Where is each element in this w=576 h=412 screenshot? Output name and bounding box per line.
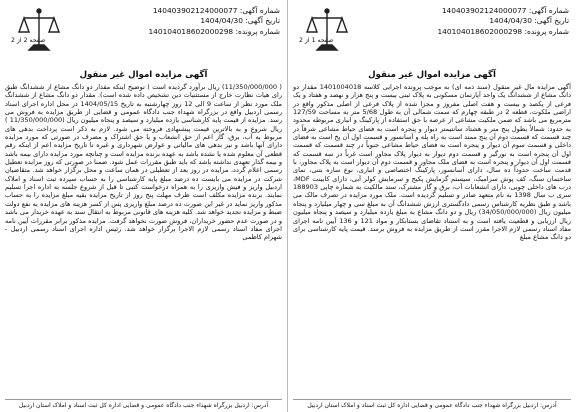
notice-metadata (148, 6, 280, 37)
page-number: صفحه 1 از 2 (299, 37, 334, 44)
case-number-value: 140104018602000298 (148, 26, 234, 36)
justice-emblem-icon (17, 6, 61, 54)
notice-body: ( 11/350/000/000) ریال برآورد گردیده است ( توضیح اینکه مقدار دو دانگ مشاع از ششدانگ طبق رای هیات نظارت خارج از مستثنیات دین تشخیص داده شده است). مقدار دو دانگ مشاع از ششدانگ ملک مورد نظر از ساعت 9 الی 12 روز چهارشنبه به تاریخ 1404/05/15 در محل اداره اجرای اسناد رسمی اردبیل واقع در بزرگراه شهداء جنب دادگاه عمومی و قضایی از طریق مزایده به فروش می رسد. مزایده از قیمت پایه کارشناسی یازده میلیارد و سیصد و پنجاه میلیون ریال (11/350/000/000 ) ریال شروع و به بالاترین قیمت پیشنهادی فروخته می شود. لازم به ذکر است پرداخت بدهی های مربوط به آب، برق، گاز اعم از حق انشعاب و یا حق اشتراک و مصرف در صورتی که مورد مزایده دارای آنها باشد و نیز بدهی های مالیاتی و عوارض شهرداری و غیره تا تاریخ مزایده اعم از اینکه رقم قطعی آن معلوم شده یا نشده باشد به عهده برنده مزایده است و چنانچه مورد مزایده دارای بیمه باشد و بیمه گذار تعهدی نداشته باشد که باید طبق مقررات عمل شود. ضمنا در صورتی که روز مزایده تعطیل رسمی اعلام گردد، مزایده در روز بعد از تعطیلی در همان ساعت و محل برگزار خواهد شد. متقاضیان شرکت در مزایده می بایست ده درصد مبلغ پایه کارشناسی را به حساب سپرده ثبت اسناد و املاک اردبیل واریز و فیش واریزی را به همراه درخواست کتبی تا قبل از شروع جلسه به اداره اجرا تسلیم نمایند. برنده مزایده مکلف است ظرف مهلت پنج روز از تاریخ مزایده بقیه مبلغ مزایده را به حساب مذکور واریز نماید در غیر این صورت ده درصد مبلغ واریزی پس از کسر هزینه های مزایده به نفع دولت ضبط و مزایده تجدید خواهد شد. کلیه هزینه های قانونی مربوط به انتقال سند به عهده خریدار می باشد و در صورت عدم حضور خریداران، فروش صورت نخواهد گرفت. مزایده مذکور برابر مقررات آیین نامه اجرای مفاد اسناد رسمی لازم الاجرا برگزار خواهد شد. رئیس اداره اجرای اسناد رسمی اردبیل - شهرام کاظمی (5, 83, 283, 242)
notice-number-label: شماره آگهی: (528, 6, 569, 15)
notice-title: آگهی مزایده اموال غیر منقول (79, 70, 208, 80)
page-footer: آدرس: اردبیل بزرگراه شهداء جنب دادگاه عمومی و قضایی اداره کل ثبت اسناد و املاک استان اردبیل (5, 399, 282, 409)
notice-title: آگهی مزایده اموال غیر منقول (368, 70, 496, 80)
case-number-label: شماره پرونده: (235, 26, 280, 36)
page-number: صفحه 2 از 2 (11, 37, 46, 44)
justice-emblem-icon (305, 6, 349, 54)
notice-number-label: شماره آگهی: (239, 6, 280, 15)
notice-date-label: تاریخ آگهی: (245, 16, 280, 26)
notice-number-value: 140403902124000077 (441, 6, 527, 15)
case-number-value: 140104018602000298 (437, 26, 523, 36)
page-header (5, 4, 282, 70)
notice-date-value: 1404/04/30 (489, 16, 532, 26)
page-header (293, 4, 571, 70)
page-footer: آدرس: اردبیل بزرگراه شهداء جنب دادگاه عمومی و قضایی اداره کل ثبت اسناد و املاک استان اردبیل (293, 399, 571, 409)
notice-date-label: تاریخ آگهی: (534, 16, 569, 26)
notice-date-value: 1404/04/30 (200, 16, 243, 26)
notice-metadata (437, 6, 569, 37)
notice-number-value: 140403902124000077 (152, 6, 238, 15)
case-number-label: شماره پرونده: (524, 26, 569, 36)
page-one (288, 0, 576, 412)
notice-body: آگهی مزایده مال غیر منقول (سند ذمه ای) به موجب پرونده اجرایی کلاسه 1401004018 مقدار دو دانگ مشاع از ششدانگ یک واحد آپارتمان مسکونی به پلاک ثبتی بیست و پنج هزار و نهصد و هفتاد و یک فرعی از یکصد و بیست و هفت اصلی مفروز و مجزا شده از پلاک فرعی از اصلی مذکور واقع در اراضی ملکوت، قطعه 2 در طبقه چهارم که سمت شمالی آن به طول 5/68 متر به مساحت 127/59 مترمربع می باشد که ضمن ملکیت مشاعی از عرصه با حق استفاده از پارکینگ و انباری مربوطه محدود به حدود: شمالاً بطول پنج متر و هشتاد سانتیمتر دیوار و پنجره است به فضای حیاط مشاعی شرقاً در چند قسمت که قسمت دوم آن پنج ممتد است به راه پله و آسانسور و قسمت اول آن پخ است به فضای داخلی و قسمت سوم آن دیوار و پنجره است به فضای حیاط مشاعی جنوباً در چند قسمت که قسمت اول آن پنجره است به نورگیر و قسمت دوم دیوار به دیوار پلاک مجاور است غرباً در سه قسمت که قسمت اول آن دیوار و پنجره است به فضای ملک مجاور و قسمت دوم آن دیوار است به پلاک مجاور، با قدمت ساخت حدوداً ده سال، دارای آسانسور، پارکینگ اختصاصی و انباری، نوع سازه بتنی، نمای ساختمان سنگ، کف پوش سرامیک، سیستم گرمایش پکیج و سرمایش کولر آبی، دارای کابینت MDF، درب های داخلی چوبی، دارای انشعابات آب، برق و گاز مشترک، سند مالکیت به شماره چاپی 188903 سری ب سال 1398 به نام متعهد صادر و تسلیم گردیده است. ملک مورد مزایده در تصرف مالک می باشد و طبق نظریه کارشناس رسمی دادگستری ارزش ششدانگ آن به مبلغ سی و چهار میلیارد و پنجاه میلیون ریال (34/050/000/000) ریال و دو دانگ مشاع به مبلغ یازده میلیارد و سیصد و پنجاه میلیون ریال ارزیابی و قطعیت یافته است و به استناد تقاضای بستانکار و مواد 121 و 136 آیین نامه اجرای مفاد اسناد رسمی لازم الاجرا مقرر است از طریق مزایده به فروش برسد. قیمت پایه کارشناسی برای دو دانگ مشاع مبلغ (293, 83, 571, 242)
